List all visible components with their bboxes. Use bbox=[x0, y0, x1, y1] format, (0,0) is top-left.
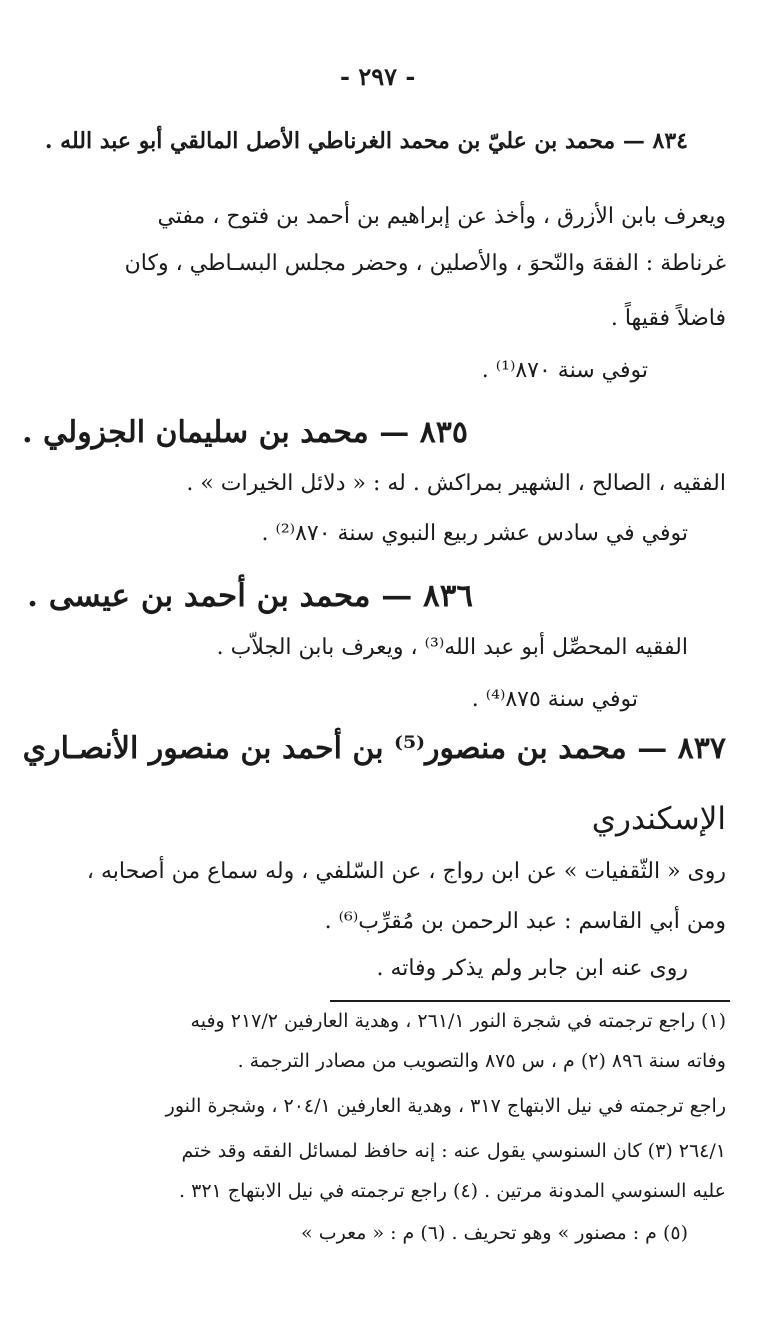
entry-837-line-2: ومن أبي القاسم : عبد الرحمن بن مُقرِّب⁽⁶⁾ . bbox=[324, 909, 726, 934]
page-number: - ٢٩٧ - bbox=[340, 62, 416, 91]
entry-heading-837: ٨٣٧ — محمد بن منصور⁽⁵⁾ بن أحمد بن منصور الأنصـاري bbox=[22, 731, 726, 766]
footnote-line-3: راجع ترجمته في نيل الابتهاج ٣١٧ ، وهدية العارفين ٢٠٤/١ ، وشجرة النور bbox=[165, 1095, 726, 1117]
entry-834-line-4: توفي سنة ٨٧٠⁽¹⁾ . bbox=[481, 358, 648, 383]
footnote-line-5: عليه السنوسي المدونة مرتين . (٤) راجع ترجمته في نيل الابتهاج ٣٢١ . bbox=[179, 1180, 726, 1202]
entry-837-line-3: روى عنه ابن جابر ولم يذكر وفاته . bbox=[376, 956, 688, 981]
entry-heading-837-continued: الإسكندري bbox=[591, 801, 726, 837]
entry-834-line-1: ويعرف بابن الأزرق ، وأخذ عن إبراهيم بن أحمد بن فتوح ، مفتي bbox=[157, 204, 726, 229]
entry-heading-834: ٨٣٤ — محمد بن عليّ بن محمد الغرناطي الأصل المالقي أبو عبد الله . bbox=[44, 128, 688, 154]
footnote-line-6: (٥) م : مصنور » وهو تحريف . (٦) م : « معرب » bbox=[301, 1222, 688, 1244]
entry-heading-836: ٨٣٦ — محمد بن أحمد بن عيسى . bbox=[27, 578, 473, 614]
entry-837-line-1: روى « الثّقفيات » عن ابن رواج ، عن السّلفي ، وله سماع من أصحابه ، bbox=[86, 859, 726, 884]
entry-834-line-3: فاضلاً فقيهاً . bbox=[610, 306, 726, 331]
entry-836-line-1: الفقيه المحصِّل أبو عبد الله⁽³⁾ ، ويعرف بابن الجلاّب . bbox=[216, 635, 688, 660]
entry-834-line-2: غرناطة : الفقهَ والنّحوَ ، والأصلين ، وحضر مجلس البسـاطي ، وكان bbox=[124, 251, 726, 276]
entry-836-line-2: توفي سنة ٨٧٥⁽⁴⁾ . bbox=[471, 687, 638, 712]
footnote-line-4: ٢٦٤/١ (٣) كان السنوسي يقول عنه : إنه حافظ لمسائل الفقه وقد ختم bbox=[181, 1140, 726, 1162]
footnote-divider bbox=[330, 1000, 730, 1002]
footnote-line-1: (١) راجع ترجمته في شجرة النور ٢٦١/١ ، وهدية العارفين ٢١٧/٢ وفيه bbox=[190, 1010, 726, 1032]
entry-heading-835: ٨٣٥ — محمد بن سليمان الجزولي . bbox=[22, 415, 468, 450]
entry-835-line-2: توفي في سادس عشر ربيع النبوي سنة ٨٧٠⁽²⁾ . bbox=[261, 521, 688, 546]
entry-835-line-1: الفقيه ، الصالح ، الشهير بمراكش . له : « دلائل الخيرات » . bbox=[186, 471, 726, 496]
footnote-line-2: وفاته سنة ٨٩٦ (٢) م ، س ٨٧٥ والتصويب من مصادر الترجمة . bbox=[237, 1050, 726, 1072]
